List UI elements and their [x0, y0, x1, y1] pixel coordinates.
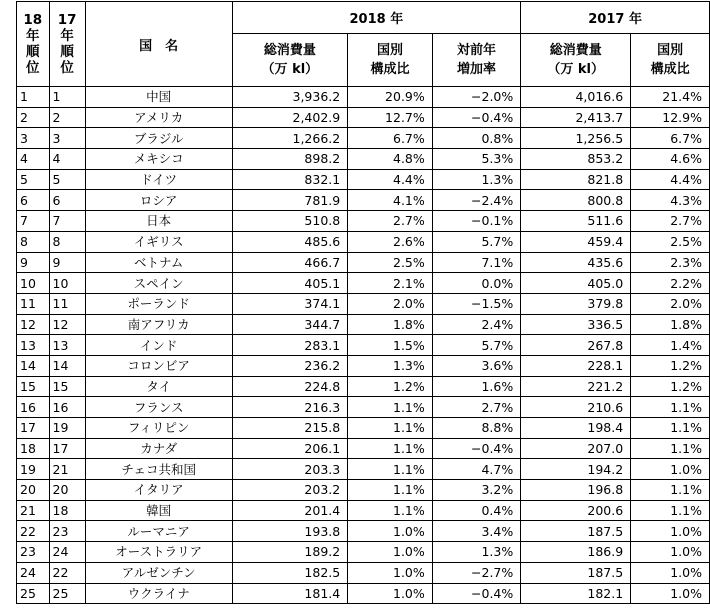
header-rank-2017-line: 位: [60, 60, 74, 76]
rank-2017-cell: 3: [49, 128, 85, 149]
table-body: [17, 87, 710, 604]
growth-2018-cell: −0.4%: [432, 583, 520, 604]
table-row: [17, 293, 710, 314]
country-cell: 日本: [85, 211, 232, 232]
rank-2017-cell: 20: [49, 480, 85, 501]
country-cell: チェコ共和国: [85, 459, 232, 480]
total-2017-cell: 435.6: [521, 252, 631, 273]
total-2018-cell: 1,266.2: [232, 128, 348, 149]
growth-2018-cell: 5.7%: [432, 231, 520, 252]
total-2017-cell: 187.5: [521, 562, 631, 583]
growth-2018-cell: −2.0%: [432, 87, 520, 108]
total-2017-cell: 853.2: [521, 149, 631, 170]
share-2017-cell: 2.0%: [631, 293, 710, 314]
table-row: [17, 418, 710, 439]
share-2018-cell: 6.7%: [348, 128, 433, 149]
rank-2018-cell: 3: [17, 128, 50, 149]
total-2017-cell: 196.8: [521, 480, 631, 501]
rank-2017-cell: 23: [49, 521, 85, 542]
share-2017-cell: 1.1%: [631, 480, 710, 501]
growth-2018-cell: 1.3%: [432, 169, 520, 190]
rank-2018-cell: 1: [17, 87, 50, 108]
total-2017-cell: 800.8: [521, 190, 631, 211]
rank-2018-cell: 5: [17, 169, 50, 190]
country-cell: フランス: [85, 397, 232, 418]
share-2017-cell: 1.2%: [631, 376, 710, 397]
rank-2017-cell: 22: [49, 562, 85, 583]
rank-2018-cell: 18: [17, 438, 50, 459]
share-2018-cell: 1.2%: [348, 376, 433, 397]
table-row: [17, 128, 710, 149]
total-2017-cell: 221.2: [521, 376, 631, 397]
country-cell: イタリア: [85, 480, 232, 501]
country-cell: ウクライナ: [85, 583, 232, 604]
rank-2017-cell: 17: [49, 438, 85, 459]
table-row: [17, 355, 710, 376]
table-row: [17, 459, 710, 480]
rank-2018-cell: 9: [17, 252, 50, 273]
rank-2017-cell: 1: [49, 87, 85, 108]
total-2018-cell: 405.1: [232, 273, 348, 294]
rank-2017-cell: 13: [49, 335, 85, 356]
table-row: [17, 335, 710, 356]
table-row: [17, 480, 710, 501]
rank-2018-cell: 16: [17, 397, 50, 418]
total-2018-cell: 236.2: [232, 355, 348, 376]
share-2018-cell: 1.0%: [348, 583, 433, 604]
rank-2018-cell: 8: [17, 231, 50, 252]
table-row: [17, 273, 710, 294]
rank-2018-cell: 6: [17, 190, 50, 211]
header-growth-2018-line: 増加率: [457, 62, 497, 77]
header-share-2017-line: 国別: [657, 43, 684, 58]
header-total-2018-unit: （万 kl）: [261, 62, 319, 77]
total-2018-cell: 374.1: [232, 293, 348, 314]
share-2018-cell: 1.3%: [348, 355, 433, 376]
header-year-2018: 2018 年: [232, 2, 521, 34]
rank-2017-cell: 16: [49, 397, 85, 418]
country-cell: インド: [85, 335, 232, 356]
growth-2018-cell: 4.7%: [432, 459, 520, 480]
header-rank-2017-line: 17: [57, 12, 77, 28]
country-cell: スペイン: [85, 273, 232, 294]
header-total-2018-line: 総消費量: [263, 43, 316, 58]
growth-2018-cell: −0.4%: [432, 438, 520, 459]
rank-2017-cell: 5: [49, 169, 85, 190]
header-rank-2017: [49, 2, 85, 87]
header-rank-2018-line: 位: [26, 60, 40, 76]
growth-2018-cell: 3.6%: [432, 355, 520, 376]
share-2018-cell: 20.9%: [348, 87, 433, 108]
country-cell: ロシア: [85, 190, 232, 211]
table-row: [17, 500, 710, 521]
total-2017-cell: 459.4: [521, 231, 631, 252]
rank-2018-cell: 15: [17, 376, 50, 397]
table-row: [17, 583, 710, 604]
growth-2018-cell: 0.8%: [432, 128, 520, 149]
total-2017-cell: 194.2: [521, 459, 631, 480]
total-2017-cell: 198.4: [521, 418, 631, 439]
growth-2018-cell: 3.2%: [432, 480, 520, 501]
rank-2017-cell: 15: [49, 376, 85, 397]
total-2018-cell: 3,936.2: [232, 87, 348, 108]
rank-2018-cell: 13: [17, 335, 50, 356]
rank-2018-cell: 23: [17, 542, 50, 563]
share-2017-cell: 4.3%: [631, 190, 710, 211]
total-2018-cell: 344.7: [232, 314, 348, 335]
table-row: [17, 252, 710, 273]
total-2017-cell: 336.5: [521, 314, 631, 335]
rank-2018-cell: 12: [17, 314, 50, 335]
country-cell: フィリピン: [85, 418, 232, 439]
total-2018-cell: 283.1: [232, 335, 348, 356]
share-2017-cell: 2.7%: [631, 211, 710, 232]
header-rank-2018-line: 18: [23, 12, 43, 28]
growth-2018-cell: 1.3%: [432, 542, 520, 563]
table-row: [17, 397, 710, 418]
total-2018-cell: 466.7: [232, 252, 348, 273]
table-row: [17, 149, 710, 170]
growth-2018-cell: −2.7%: [432, 562, 520, 583]
rank-2017-cell: 7: [49, 211, 85, 232]
share-2018-cell: 2.0%: [348, 293, 433, 314]
table-row: [17, 438, 710, 459]
total-2018-cell: 203.3: [232, 459, 348, 480]
growth-2018-cell: 8.8%: [432, 418, 520, 439]
rank-2018-cell: 25: [17, 583, 50, 604]
header-growth-2018: [432, 34, 520, 87]
country-cell: ポーランド: [85, 293, 232, 314]
total-2018-cell: 781.9: [232, 190, 348, 211]
total-2018-cell: 206.1: [232, 438, 348, 459]
growth-2018-cell: −0.1%: [432, 211, 520, 232]
rank-2017-cell: 8: [49, 231, 85, 252]
country-cell: 中国: [85, 87, 232, 108]
share-2017-cell: 1.0%: [631, 459, 710, 480]
growth-2018-cell: 0.4%: [432, 500, 520, 521]
header-share-2018: [348, 34, 433, 87]
share-2017-cell: 1.0%: [631, 542, 710, 563]
total-2017-cell: 267.8: [521, 335, 631, 356]
total-2018-cell: 182.5: [232, 562, 348, 583]
share-2018-cell: 2.6%: [348, 231, 433, 252]
share-2017-cell: 1.1%: [631, 500, 710, 521]
header-rank-2018-line: 年: [26, 28, 40, 44]
share-2018-cell: 1.5%: [348, 335, 433, 356]
total-2017-cell: 187.5: [521, 521, 631, 542]
share-2017-cell: 1.0%: [631, 521, 710, 542]
growth-2018-cell: −2.4%: [432, 190, 520, 211]
table-row: [17, 87, 710, 108]
header-share-2017-line: 構成比: [650, 62, 690, 77]
growth-2018-cell: 1.6%: [432, 376, 520, 397]
header-total-2017-unit: （万 kl）: [547, 62, 605, 77]
table-row: [17, 231, 710, 252]
share-2017-cell: 2.5%: [631, 231, 710, 252]
total-2017-cell: 1,256.5: [521, 128, 631, 149]
country-cell: カナダ: [85, 438, 232, 459]
rank-2017-cell: 19: [49, 418, 85, 439]
header-country: 国 名: [85, 2, 232, 87]
country-cell: タイ: [85, 376, 232, 397]
rank-2018-cell: 10: [17, 273, 50, 294]
country-cell: アルゼンチン: [85, 562, 232, 583]
rank-2018-cell: 19: [17, 459, 50, 480]
country-cell: イギリス: [85, 231, 232, 252]
country-cell: 南アフリカ: [85, 314, 232, 335]
growth-2018-cell: −0.4%: [432, 107, 520, 128]
share-2017-cell: 1.4%: [631, 335, 710, 356]
rank-2018-cell: 20: [17, 480, 50, 501]
share-2017-cell: 1.0%: [631, 562, 710, 583]
table-row: [17, 376, 710, 397]
total-2017-cell: 186.9: [521, 542, 631, 563]
rank-2017-cell: 21: [49, 459, 85, 480]
rank-2018-cell: 22: [17, 521, 50, 542]
rank-2017-cell: 10: [49, 273, 85, 294]
share-2017-cell: 1.2%: [631, 355, 710, 376]
table-row: [17, 190, 710, 211]
share-2017-cell: 21.4%: [631, 87, 710, 108]
country-cell: コロンビア: [85, 355, 232, 376]
rank-2018-cell: 2: [17, 107, 50, 128]
header-rank-2017-line: 順: [60, 44, 74, 60]
share-2018-cell: 1.8%: [348, 314, 433, 335]
rank-2017-cell: 9: [49, 252, 85, 273]
total-2018-cell: 203.2: [232, 480, 348, 501]
total-2018-cell: 201.4: [232, 500, 348, 521]
share-2018-cell: 1.0%: [348, 521, 433, 542]
share-2017-cell: 1.1%: [631, 438, 710, 459]
rank-2017-cell: 4: [49, 149, 85, 170]
header-share-2018-line: 国別: [376, 43, 403, 58]
total-2018-cell: 181.4: [232, 583, 348, 604]
share-2017-cell: 2.2%: [631, 273, 710, 294]
country-cell: ブラジル: [85, 128, 232, 149]
share-2017-cell: 1.8%: [631, 314, 710, 335]
header-total-2017: [521, 34, 631, 87]
share-2018-cell: 1.1%: [348, 418, 433, 439]
total-2017-cell: 210.6: [521, 397, 631, 418]
total-2018-cell: 224.8: [232, 376, 348, 397]
rank-2018-cell: 24: [17, 562, 50, 583]
country-cell: アメリカ: [85, 107, 232, 128]
growth-2018-cell: 2.4%: [432, 314, 520, 335]
rank-2018-cell: 21: [17, 500, 50, 521]
total-2018-cell: 510.8: [232, 211, 348, 232]
growth-2018-cell: 0.0%: [432, 273, 520, 294]
rank-2017-cell: 11: [49, 293, 85, 314]
consumption-table: [16, 1, 710, 604]
total-2017-cell: 821.8: [521, 169, 631, 190]
rank-2017-cell: 18: [49, 500, 85, 521]
share-2017-cell: 4.6%: [631, 149, 710, 170]
total-2018-cell: 193.8: [232, 521, 348, 542]
table-row: [17, 211, 710, 232]
share-2018-cell: 1.1%: [348, 500, 433, 521]
growth-2018-cell: 5.7%: [432, 335, 520, 356]
share-2017-cell: 6.7%: [631, 128, 710, 149]
table-row: [17, 169, 710, 190]
table-row: [17, 562, 710, 583]
total-2018-cell: 189.2: [232, 542, 348, 563]
header-rank-2018-line: 順: [26, 44, 40, 60]
country-cell: ルーマニア: [85, 521, 232, 542]
total-2017-cell: 511.6: [521, 211, 631, 232]
share-2017-cell: 12.9%: [631, 107, 710, 128]
total-2018-cell: 898.2: [232, 149, 348, 170]
header-year-2017: 2017 年: [521, 2, 710, 34]
share-2017-cell: 1.1%: [631, 397, 710, 418]
rank-2018-cell: 11: [17, 293, 50, 314]
total-2017-cell: 200.6: [521, 500, 631, 521]
share-2017-cell: 4.4%: [631, 169, 710, 190]
share-2018-cell: 1.1%: [348, 397, 433, 418]
header-total-2017-line: 総消費量: [549, 43, 602, 58]
country-cell: ベトナム: [85, 252, 232, 273]
share-2017-cell: 1.0%: [631, 583, 710, 604]
header-rank-2017-line: 年: [60, 28, 74, 44]
total-2018-cell: 2,402.9: [232, 107, 348, 128]
share-2018-cell: 1.1%: [348, 438, 433, 459]
share-2018-cell: 1.0%: [348, 562, 433, 583]
growth-2018-cell: 3.4%: [432, 521, 520, 542]
share-2018-cell: 1.1%: [348, 480, 433, 501]
country-cell: オーストラリア: [85, 542, 232, 563]
header-share-2017: [631, 34, 710, 87]
rank-2018-cell: 4: [17, 149, 50, 170]
share-2018-cell: 1.1%: [348, 459, 433, 480]
total-2017-cell: 405.0: [521, 273, 631, 294]
share-2018-cell: 1.0%: [348, 542, 433, 563]
total-2017-cell: 4,016.6: [521, 87, 631, 108]
share-2017-cell: 2.3%: [631, 252, 710, 273]
table-row: [17, 542, 710, 563]
country-cell: ドイツ: [85, 169, 232, 190]
total-2017-cell: 207.0: [521, 438, 631, 459]
total-2018-cell: 832.1: [232, 169, 348, 190]
table-row: [17, 107, 710, 128]
rank-2017-cell: 25: [49, 583, 85, 604]
total-2018-cell: 215.8: [232, 418, 348, 439]
header-share-2018-line: 構成比: [370, 62, 410, 77]
growth-2018-cell: 7.1%: [432, 252, 520, 273]
rank-2018-cell: 17: [17, 418, 50, 439]
share-2018-cell: 2.1%: [348, 273, 433, 294]
table-row: [17, 314, 710, 335]
growth-2018-cell: 2.7%: [432, 397, 520, 418]
country-cell: 韓国: [85, 500, 232, 521]
total-2017-cell: 379.8: [521, 293, 631, 314]
total-2018-cell: 485.6: [232, 231, 348, 252]
share-2018-cell: 2.5%: [348, 252, 433, 273]
header-total-2018: [232, 34, 348, 87]
share-2018-cell: 12.7%: [348, 107, 433, 128]
share-2017-cell: 1.1%: [631, 418, 710, 439]
total-2017-cell: 2,413.7: [521, 107, 631, 128]
rank-2018-cell: 14: [17, 355, 50, 376]
rank-2017-cell: 6: [49, 190, 85, 211]
growth-2018-cell: 5.3%: [432, 149, 520, 170]
rank-2017-cell: 24: [49, 542, 85, 563]
header-growth-2018-line: 対前年: [457, 43, 497, 58]
share-2018-cell: 2.7%: [348, 211, 433, 232]
rank-2018-cell: 7: [17, 211, 50, 232]
rank-2017-cell: 2: [49, 107, 85, 128]
header-rank-2018: [17, 2, 50, 87]
country-cell: メキシコ: [85, 149, 232, 170]
share-2018-cell: 4.1%: [348, 190, 433, 211]
total-2017-cell: 228.1: [521, 355, 631, 376]
share-2018-cell: 4.4%: [348, 169, 433, 190]
rank-2017-cell: 14: [49, 355, 85, 376]
rank-2017-cell: 12: [49, 314, 85, 335]
share-2018-cell: 4.8%: [348, 149, 433, 170]
total-2018-cell: 216.3: [232, 397, 348, 418]
total-2017-cell: 182.1: [521, 583, 631, 604]
growth-2018-cell: −1.5%: [432, 293, 520, 314]
table-row: [17, 521, 710, 542]
